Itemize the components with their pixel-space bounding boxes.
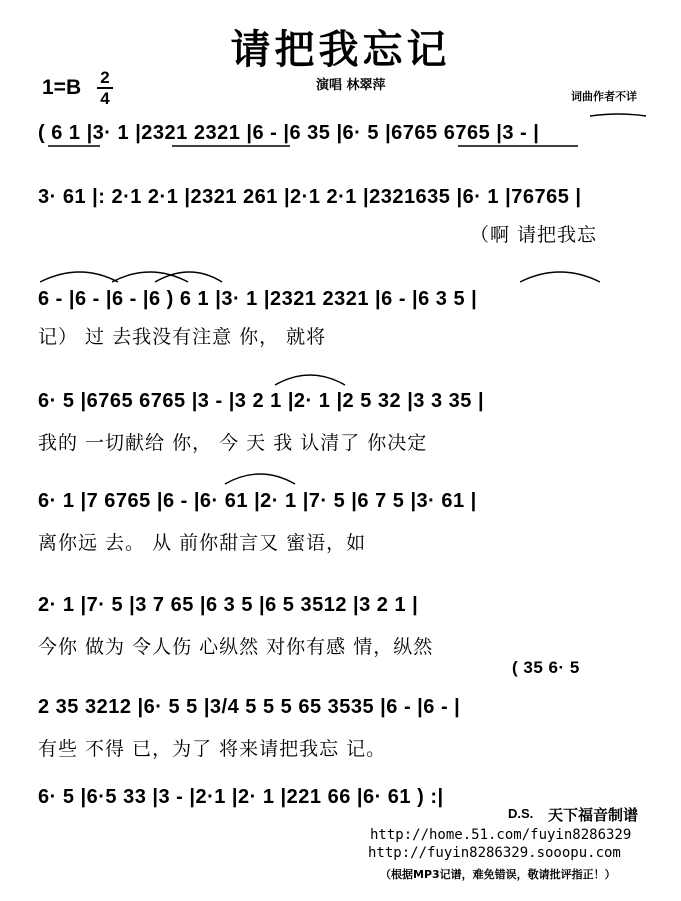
slur-mark <box>275 375 345 385</box>
notation-line-1: ( 6 1 |3· 1 |2321 2321 |6 - |6 35 |6· 5 |6765 6765 |3 - | <box>38 122 540 144</box>
time-numerator: 2 <box>100 68 110 87</box>
ds-marking: D.S. <box>508 806 534 821</box>
publisher-url-2: http://fuyin8286329.sooopu.com <box>368 845 621 861</box>
slur-mark <box>40 272 118 282</box>
slur-mark <box>225 474 295 484</box>
song-title: 请把我忘记 <box>230 27 451 73</box>
composer-credit: 词曲作者不详 <box>571 90 637 103</box>
bracket-phrase: ( 35 6· 5 <box>512 658 580 677</box>
slur-mark <box>590 114 646 116</box>
lyric-line-5: 离你远 去。 从 前你甜言又 蜜语，如 <box>38 532 367 554</box>
publisher-brand: 天下福音制谱 <box>548 806 639 824</box>
notation-line-2: 3· 61 |: 2·1 2·1 |2321 261 |2·1 2·1 |2321635 |6· 1 |76765 | <box>38 186 582 208</box>
lyric-line-7: 有些 不得 已，为了 将来请把我忘 记。 <box>38 738 387 760</box>
publisher-url-1: http://home.51.com/fuyin8286329 <box>370 827 632 843</box>
notation-line-8: 6· 5 |6·5 33 |3 - |2·1 |2· 1 |221 66 |6· 61 ) :| <box>38 786 444 808</box>
notation-line-5: 6· 1 |7 6765 |6 - |6· 61 |2· 1 |7· 5 |6 7 5 |3· 61 | <box>38 490 477 512</box>
slur-mark <box>520 272 600 282</box>
lyric-line-4: 我的 一切献给 你， 今 天 我 认清了 你决定 <box>38 432 428 454</box>
lyric-line-3: 记） 过 去我没有注意 你， 就将 <box>38 326 327 348</box>
transcription-note: （根据MP3记谱，难免错误，敬请批评指正！） <box>380 868 616 881</box>
notation-line-4: 6· 5 |6765 6765 |3 - |3 2 1 |2· 1 |2 5 32 |3 3 35 | <box>38 390 485 412</box>
notation-line-7: 2 35 3212 |6· 5 5 |3/4 5 5 5 65 3535 |6 - |6 - | <box>38 696 461 718</box>
key-signature: 1=B <box>42 76 82 99</box>
time-denominator: 4 <box>100 89 110 108</box>
notation-line-6: 2· 1 |7· 5 |3 7 65 |6 3 5 |6 5 3512 |3 2 1 | <box>38 594 419 616</box>
lyric-line-2: （啊 请把我忘 <box>470 224 598 246</box>
singer-credit: 演唱 林翠萍 <box>316 78 386 93</box>
lyric-line-6: 今你 做为 令人伤 心纵然 对你有感 情，纵然 <box>38 636 434 658</box>
notation-line-3: 6 - |6 - |6 - |6 ) 6 1 |3· 1 |2321 2321 |6 - |6 3 5 | <box>38 288 478 310</box>
